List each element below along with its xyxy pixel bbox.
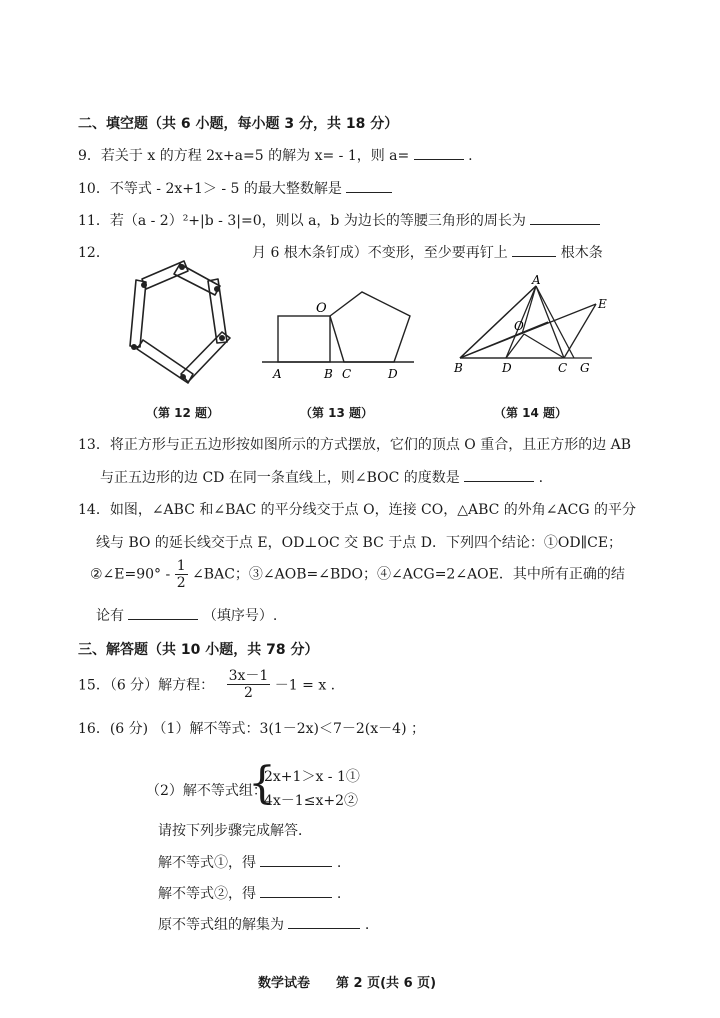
answer-blank bbox=[530, 210, 600, 225]
question-14-line3 bbox=[90, 558, 625, 591]
question-13-text: 与正五边形的边 CD 在同一条直线上，则∠BOC 的度数是 bbox=[100, 470, 460, 486]
answer-blank bbox=[464, 467, 534, 482]
fraction-half bbox=[175, 558, 188, 591]
label-G: G bbox=[580, 361, 590, 375]
question-13-line1: 13．将正方形与正五边形按如图所示的方式摆放，它们的顶点 O 重合，且正方形的边 AB bbox=[78, 437, 632, 453]
label-A: A bbox=[532, 273, 541, 287]
question-12-text: 月 6 根木条钉成）不变形，至少要再钉上 bbox=[252, 245, 508, 261]
question-15-text: 15．（6 分）解方程： bbox=[78, 677, 215, 694]
answer-blank bbox=[260, 883, 332, 898]
answer-blank bbox=[128, 605, 198, 620]
step-2-text: 解不等式②，得 bbox=[158, 886, 256, 902]
step-3-text: 原不等式组的解集为 bbox=[158, 917, 284, 933]
question-12 bbox=[252, 242, 603, 262]
nail-dot bbox=[131, 344, 137, 350]
step-1-dot: . bbox=[336, 855, 342, 871]
step-2 bbox=[158, 883, 341, 903]
question-9-text: 9．若关于 x 的方程 2x+a=5 的解为 x= - 1，则 a= bbox=[78, 148, 410, 164]
answer-blank bbox=[288, 914, 360, 929]
label-O: O bbox=[316, 301, 327, 316]
step-1 bbox=[158, 852, 341, 872]
question-15 bbox=[78, 668, 335, 701]
question-16-guide: 请按下列步骤完成解答． bbox=[158, 823, 312, 839]
answer-blank bbox=[512, 242, 556, 257]
section-3-title: 三、解答题（共 10 小题，共 78 分） bbox=[78, 642, 319, 658]
inequality-2: 4x－1≤x+2② bbox=[264, 793, 358, 809]
question-14-text: 论有 bbox=[96, 608, 124, 624]
question-12-number: 12． bbox=[78, 245, 110, 261]
figure-14-triangle bbox=[452, 272, 622, 382]
fraction-numerator: 1 bbox=[176, 558, 186, 574]
inequality-1: 2x+1＞x - 1① bbox=[264, 769, 360, 785]
fraction-denominator: 2 bbox=[244, 685, 253, 701]
figure-13-square-pentagon bbox=[258, 278, 418, 386]
answer-blank bbox=[414, 145, 464, 160]
equation-fraction bbox=[227, 668, 271, 701]
question-16-part2-label: （2）解不等式组： bbox=[146, 783, 267, 799]
fraction-denominator: 2 bbox=[176, 575, 186, 591]
question-10-text: 10．不等式 - 2x+1＞ - 5 的最大整数解是 bbox=[78, 181, 342, 197]
section-2-title: 二、填空题（共 6 小题，每小题 3 分，共 18 分） bbox=[78, 116, 399, 132]
page-footer: 数学试卷 第 2 页(共 6 页) bbox=[258, 976, 437, 991]
caption-figure-13: （第 13 题） bbox=[300, 406, 374, 420]
nail-dot bbox=[180, 374, 186, 380]
system-brace: { bbox=[248, 758, 276, 809]
label-A: A bbox=[273, 367, 282, 381]
label-B: B bbox=[454, 361, 463, 375]
question-14-tail: （填序号）. bbox=[202, 608, 278, 624]
question-10 bbox=[78, 178, 392, 198]
label-D: D bbox=[502, 361, 512, 375]
label-O: O bbox=[514, 319, 524, 333]
label-C: C bbox=[558, 361, 568, 375]
conclusion-2-end: ∠BAC；③∠AOB=∠BDO；④∠ACG=2∠AOE．其中所有正确的结 bbox=[192, 566, 625, 583]
question-16-part1: 16．(6 分) （1）解不等式：3(1－2x)＜7－2(x－4) ； bbox=[78, 721, 425, 737]
question-12-tail: 根木条 bbox=[560, 245, 603, 261]
caption-figure-14: （第 14 题） bbox=[494, 406, 568, 420]
question-9-tail: . bbox=[468, 148, 473, 164]
nail-dot bbox=[141, 282, 147, 288]
question-13-line2 bbox=[100, 467, 543, 487]
label-D: D bbox=[388, 367, 398, 381]
label-B: B bbox=[324, 367, 333, 381]
label-E: E bbox=[598, 297, 607, 311]
conclusion-2-start: ②∠E=90° - bbox=[90, 566, 171, 583]
label-C: C bbox=[342, 367, 352, 381]
equation-rest: －1 = x . bbox=[274, 677, 336, 694]
question-14-line4 bbox=[96, 605, 277, 625]
nail-dot bbox=[214, 286, 220, 292]
step-2-dot: . bbox=[336, 886, 342, 902]
nail-dot bbox=[219, 335, 225, 341]
step-3 bbox=[158, 914, 369, 934]
figure-12-hexagon bbox=[118, 252, 248, 394]
question-11-text: 11．若（a - 2）²+|b - 3|=0，则以 a，b 为边长的等腰三角形的周长为 bbox=[78, 213, 526, 229]
answer-blank bbox=[346, 178, 392, 193]
caption-figure-12: （第 12 题） bbox=[146, 406, 220, 420]
question-14-line1: 14．如图，∠ABC 和∠BAC 的平分线交于点 O，连接 CO，△ABC 的外角∠ACG 的平分 bbox=[78, 502, 636, 518]
nail-dot bbox=[179, 264, 185, 270]
step-1-text: 解不等式①，得 bbox=[158, 855, 256, 871]
question-14-line2: 线与 BO 的延长线交于点 E，OD⊥OC 交 BC 于点 D．下列四个结论：①OD∥CE； bbox=[96, 535, 623, 551]
question-11 bbox=[78, 210, 600, 230]
question-13-tail: . bbox=[538, 470, 544, 486]
fraction-numerator: 3x－1 bbox=[228, 668, 269, 684]
answer-blank bbox=[260, 852, 332, 867]
question-9 bbox=[78, 145, 473, 165]
step-3-dot: . bbox=[364, 917, 370, 933]
